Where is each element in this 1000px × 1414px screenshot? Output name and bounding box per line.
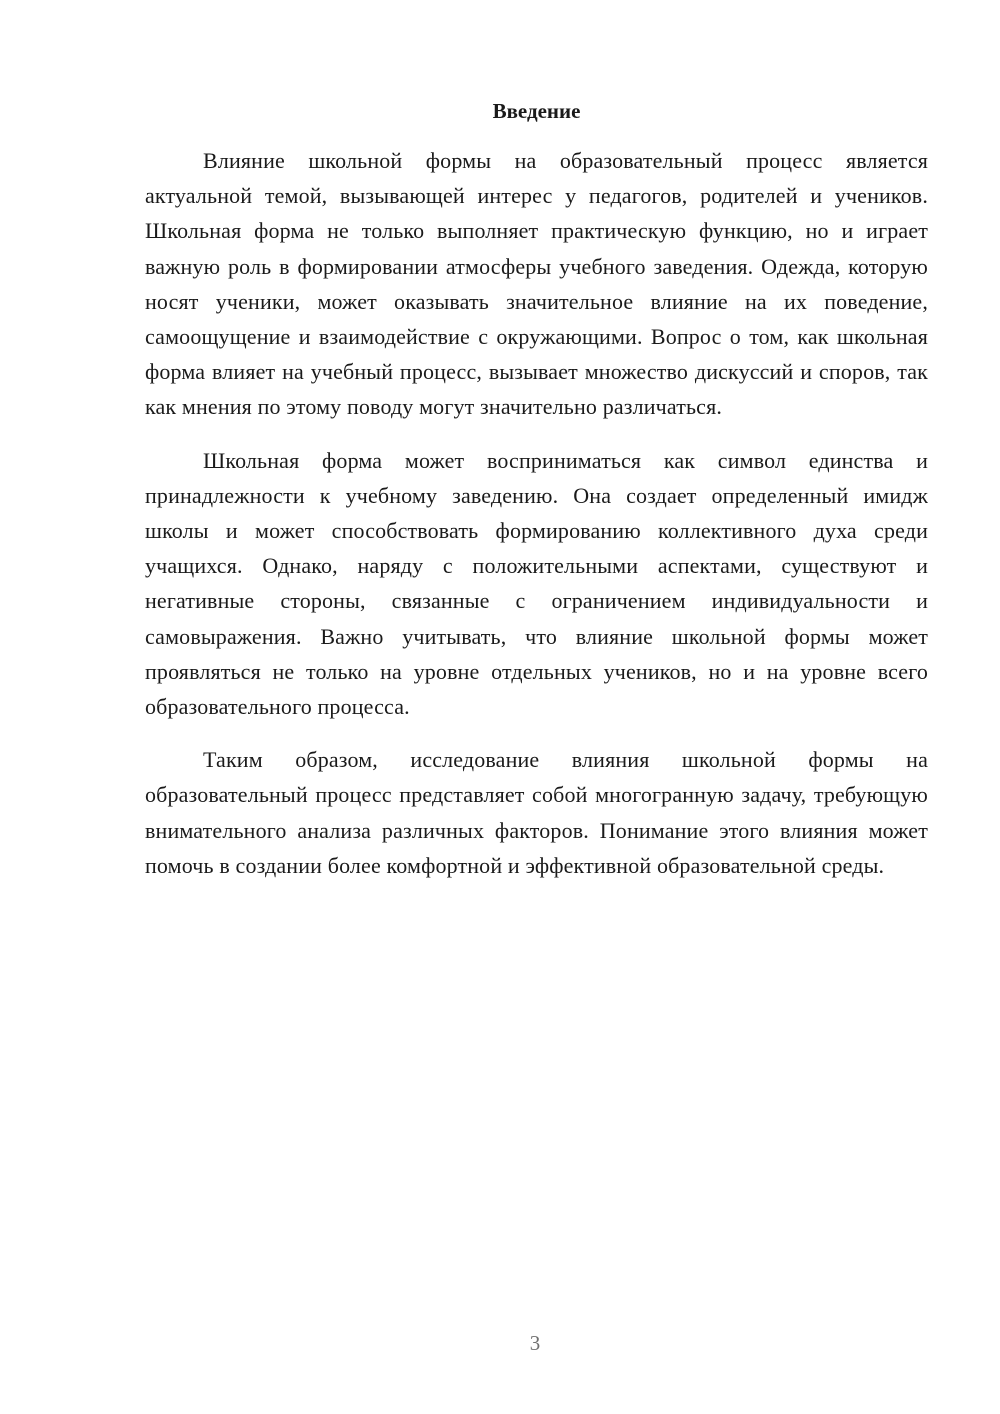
page-number: 3 [529, 1331, 541, 1355]
paragraph-3: Таким образом, исследование влияния школьной формы на образовательный процесс представляет собой многогранную задачу, требующую внимательного анализа различных факторов. Понимание этого влияния может помочь в создании более комфортной и эффективной образовательной среды. [145, 747, 928, 878]
paragraph-2: Школьная форма может восприниматься как символ единства и принадлежности к учебному заведению. Она создает определенный имидж школы и может способствовать формированию коллективного духа среди учащихся. Однако, наряду с положительными аспектами, существуют и негативные стороны, связанные с ограничением индивидуальности и самовыражения. Важно учитывать, что влияние школьной формы может проявляться не только на уровне отдельных учеников, но и на уровне всего образовательного процесса. [145, 447, 928, 720]
paragraph-1: Влияние школьной формы на образовательный процесс является актуальной темой, вызывающей интерес у педагогов, родителей и учеников. Школьная форма не только выполняет практическую функцию, но и играет важную роль в формировании атмосферы учебного заведения. Одежда, которую носят ученики, может оказывать значительное влияние на их поведение, самоощущение и взаимодействие с окружающими. Вопрос о том, как школьная форма влияет на учебный процесс, вызывает множество дискуссий и споров, так как мнения по этому поводу могут значительно различаться. [145, 148, 928, 420]
section-title: Введение [492, 99, 581, 123]
document-page [145, 96, 928, 901]
